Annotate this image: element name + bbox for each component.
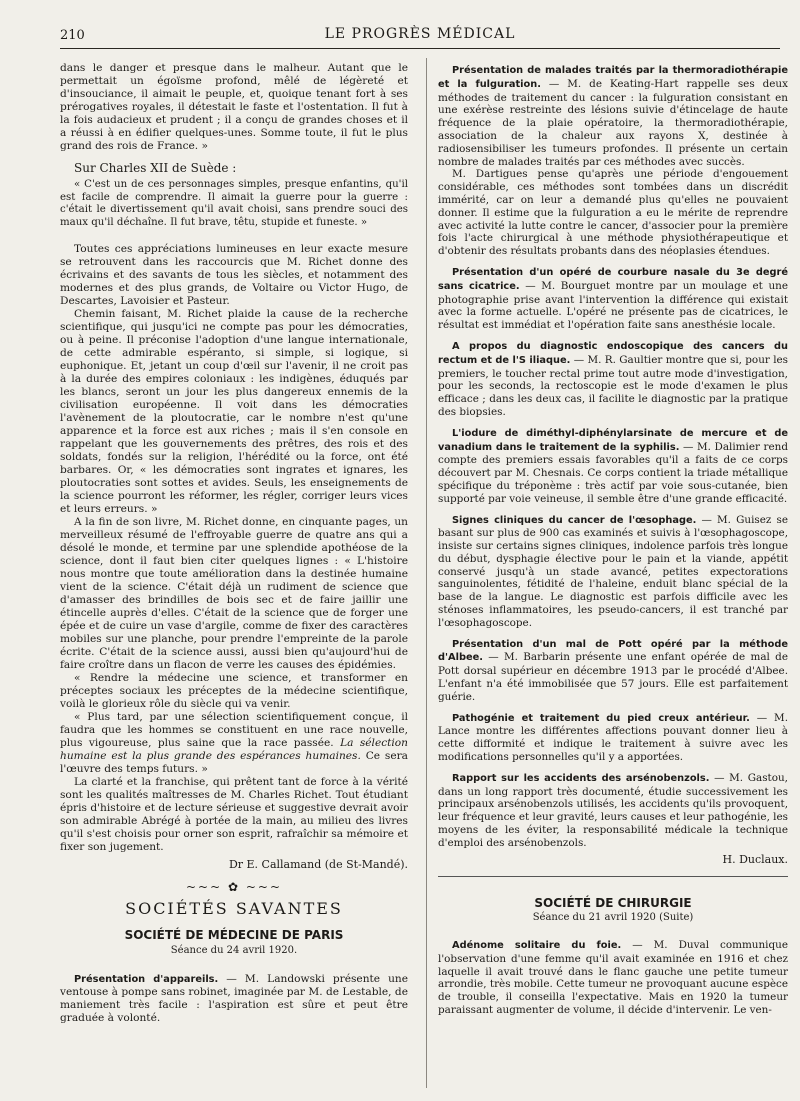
item-text: — M. Landowski présente une ventouse à pompe sans robinet, imaginée par M. de Lestable, de maniement très facile : l'aspiration est sûre et peut être graduée à volonté. (60, 973, 408, 1024)
column-divider (426, 58, 427, 1088)
society-item (438, 514, 788, 630)
society-item (438, 340, 788, 419)
society-date: Séance du 24 avril 1920. (170, 945, 298, 956)
charles-heading: Sur Charles XII de Suède : (74, 161, 237, 175)
section-rule (438, 876, 788, 877)
body-paragraph: A la fin de son livre, M. Richet donne, en cinquante pages, un merveilleux résumé de l'effroyable guerre de quatre ans qui a désolé le monde, et termine par une splendide apothéose de la science, dont il faut bien citer quelques lignes : « L'histoire nous montre que toute amélioration dans la destinée humaine vient de la science. C'était déjà un rudiment de science que d'amasser des brindilles de bois sec et de faire jaillir une étincelle auprès d'elles. C'était de la science que de forger une épée et de cuire un vase d'argile, comme de fixer des caractères mobiles sur une planche, pour prendre l'empreinte de la parole écrite. C'était de la science aussi, aussi bien qu'aujourd'hui de faire croître dans un flacon de verre les causes des épidémies. (60, 516, 408, 671)
item-text: M. Dartigues pense qu'après une période d'engouement considérable, ces méthodes sont tombées dans un discrédit immérité, car on leur a demandé plus qu'elles ne pouvaient donner. Il estime que la fulguration a eu le mérite de reprendre avec activité la lutte contre le cancer, d'associer pour la première fois l'acte chirurgical à une méthode physiothérapeutique et d'obtenir des résultats probants dans des néoplasies étendues. (438, 168, 788, 258)
item-text: — M. Guisez se basant sur plus de 900 cas examinés et suivis à l'œsophagoscope, insiste sur certains signes cliniques, indolence parfois très longue du début, dysphagie élective pour le pain et la viande, appétit conservé jusqu'à un stade avancé, petites expectorations sanguinolentes, fétidité de l'haleine, enduit blanc spécial de la base de la langue. Le diagnostic est parfois difficile avec les sténoses inflammatoires, les pseudo-cancers, il est tranché par l'œsophagoscope. (438, 513, 788, 629)
item-text: — M. R. Gaultier montre que si, pour les premiers, le toucher rectal prime tout autre mode d'investigation, pour les seconds, la rectoscopie est le mode d'examen le plus efficace ; dans les deux cas, il facilite le diagnostic par la pratique des biopsies. (438, 353, 788, 418)
society-item (438, 638, 788, 704)
item-title: Présentation d'un mal de Pott opéré par la méthode d'Albee. (438, 638, 788, 664)
society-title: SOCIÉTÉ DE MÉDECINE DE PARIS (124, 928, 344, 942)
body-paragraph: La clarté et la franchise, qui prêtent tant de force à la vérité sont les qualités maîtresses de M. Charles Richet. Tout étudiant épris d'histoire et de lecture sérieuse et suggestive devrait avoir son admirable Abrégé à portée de la main, au milieu des livres qu'il s'est choisis pour orner son esprit, rafraîchir sa mémoire et fixer son jugement. (60, 776, 408, 853)
item-title: Rapport sur les accidents des arsénobenzols. (452, 772, 710, 784)
reporter-signature: H. Duclaux. (722, 852, 788, 866)
society-title: SOCIÉTÉ DE CHIRURGIE (534, 896, 692, 911)
body-paragraph-italic-quote (60, 711, 408, 776)
item-text: — M. de Keating-Hart rappelle ses deux méthodes de traitement du cancer : la fulguration consistant en une exérèse restreinte des lésions suivie d'étincelage de haute fréquence de la plaie opératoire, la thermoradiothérapie, association de la chaleur aux rayons X, destinée à radiosensibiliser les tumeurs profondes. Il présente un certain nombre de malades traités par ces méthodes avec succès. (438, 77, 788, 168)
author-signature: Dr E. Callamand (de St-Mandé). (228, 858, 408, 871)
body-paragraph: Toutes ces appréciations lumineuses en leur exacte mesure se retrouvent dans les raccourcis que M. Richet donne des écrivains et des savants de tous les siècles, et notamment des modernes et des plus grands, de Voltaire ou Victor Hugo, de Descartes, Lavoisier et Pasteur. (60, 243, 408, 307)
society-item (438, 712, 788, 764)
society-item (438, 266, 788, 332)
page-header (60, 24, 780, 46)
item-title: L'iodure de diméthyl-diphénylarsinate de mercure et de vanadium dans le traitement de la syphilis. (438, 427, 788, 453)
society-item (438, 772, 788, 850)
header-rule (60, 48, 780, 49)
society-item (438, 168, 788, 258)
right-column (438, 64, 788, 1017)
section-title: SOCIÉTÉS SAVANTES (125, 899, 343, 918)
intro-paragraph: dans le danger et presque dans le malheur. Autant que le permettait un égoïsme profond, mêlé de légèreté et d'insouciance, il aimait le peuple, et, quoique tenant fort à ses prérogatives royales, il détestait le faste et l'ostentation. Il fut à la fois audacieux et prudent ; il a conçu de grandes choses et il a réussi à en édifier quelques-unes. Somme toute, il fut le plus grand des rois de France. » (60, 62, 408, 152)
body-paragraph: « Rendre la médecine une science, et transformer en préceptes sociaux les préceptes de la médecine scientifique, voilà le glorieux rôle du siècle qui va venir. (60, 672, 408, 710)
society-date: Séance du 21 avril 1920 (Suite) (532, 912, 694, 924)
society-item (60, 973, 408, 1025)
body-paragraph: Chemin faisant, M. Richet plaide la cause de la recherche scientifique, qui jusqu'ici ne compte pas pour les démocraties, ou à peine. Il préconise l'adoption d'une langue internationale, de cette admirable espéranto, si simple, si logique, si euphonique. Et, jetant un coup d'œil sur l'avenir, il ne croit pas à la durée des empires coloniaux : les indigènes, éduqués par les blancs, seront un jour les plus dangereux ennemis de la civilisation européenne. Il voit dans les démocraties l'avènement de la ploutocratie, car le nombre n'est qu'une apparence et la force est aux riches ; mais il s'en console en rappelant que les gouvernements des prêtres, des rois et des soldats, fondés sur la religion, l'hérédité ou la force, ont été barbares. Or, « les démocraties sont ingrates et ignares, les ploutocraties sont sottes et avides. Seuls, les enseignements de la science pourront les réformer, les régler, corriger leurs vices et leurs erreurs. » (60, 308, 408, 515)
journal-title: LE PROGRÈS MÉDICAL (324, 26, 516, 42)
item-title: Adénome solitaire du foie. (452, 940, 622, 952)
item-text: — M. Dalimier rend compte des premiers essais favorables qu'il a faits de ce corps découvert par M. Chesnais. Ce corps contient la triade métallique spécifique du tréponème : très actif par voie sous-cutanée, bien supporté par voie veineuse, il semble être d'une grande efficacité. (438, 440, 788, 505)
item-text: — M. Lance montre les différentes affections pouvant donner lieu à cette difformité et indique le traitement à suivre avec les modifications personnelles qu'il y a apportées. (438, 711, 788, 764)
item-text: — M. Bourguet montre par un moulage et une photographie prise avant l'intervention la différence qui existait avec la forme actuelle. L'opéré ne présente pas de cicatrices, le résultat est immédiat et l'opération faite sans anesthésie locale. (438, 279, 788, 332)
item-title: Présentation d'appareils. (74, 974, 219, 985)
left-column (60, 62, 408, 1025)
item-title: Présentation de malades traités par la thermoradiothérapie et la fulguration. (438, 65, 788, 90)
quote-part: « Plus tard, par une sélection scientifiquement conçue, il faudra que les hommes se constituent en une race nouvelle, plus vigoureuse, plus saine que la race passée. (60, 711, 408, 749)
charles-quote: « C'est un de ces personnages simples, presque enfantins, qu'il est facile de comprendre. Il aimait la guerre pour la guerre : c'était le divertissement qu'il avait choisi, sans prendre souci des maux qu'il déchaîne. Il fut brave, têtu, stupide et funeste. » (60, 179, 408, 228)
item-text: — M. Barbarin présente une enfant opérée de mal de Pott dorsal supérieur en décembre 1913 par le procédé d'Albee. L'enfant n'a été immobilisée que 57 jours. Elle est parfaitement guérie. (438, 651, 788, 703)
quote-part: Ce sera l'œuvre des temps futurs. » (60, 750, 408, 775)
item-title: Signes cliniques du cancer de l'œsophage. (452, 514, 697, 526)
society-item (438, 64, 788, 168)
society-item (438, 427, 788, 506)
item-text: — M. Gastou, dans un long rapport très documenté, étudie successivement les principaux arsénobenzols utilisés, les accidents qu'ils provoquent, leur fréquence et leur gravité, leurs causes et leur pathogénie, les moyens de les éviter, la responsabilité médicale la technique d'emploi des arsénobenzols. (438, 771, 788, 849)
quote-italic: La sélection humaine est la plus grande des espérances humaines. (60, 737, 408, 762)
society-item (438, 939, 788, 1017)
item-title: Pathogénie et traitement du pied creux antérieur. (452, 712, 750, 724)
page-number: 210 (60, 28, 85, 43)
item-title: A propos du diagnostic endoscopique des cancers du rectum et de l'S iliaque. (438, 340, 788, 366)
item-text: — M. Duval communique l'observation d'une femme qu'il avait examinée en 1916 et chez laquelle il avait trouvé dans le flanc gauche une petite tumeur arrondie, très mobile. Cette tumeur ne provoquant aucune espèce de trouble, il conseilla l'expectative. Mais en 1920 la tumeur paraissant augmenter de volume, il décide d'intervenir. Le ven- (438, 939, 788, 1016)
ornament-divider: ~~~ ✿ ~~~ (185, 880, 282, 894)
item-title: Présentation d'un opéré de courbure nasale du 3e degré sans cicatrice. (438, 266, 788, 292)
